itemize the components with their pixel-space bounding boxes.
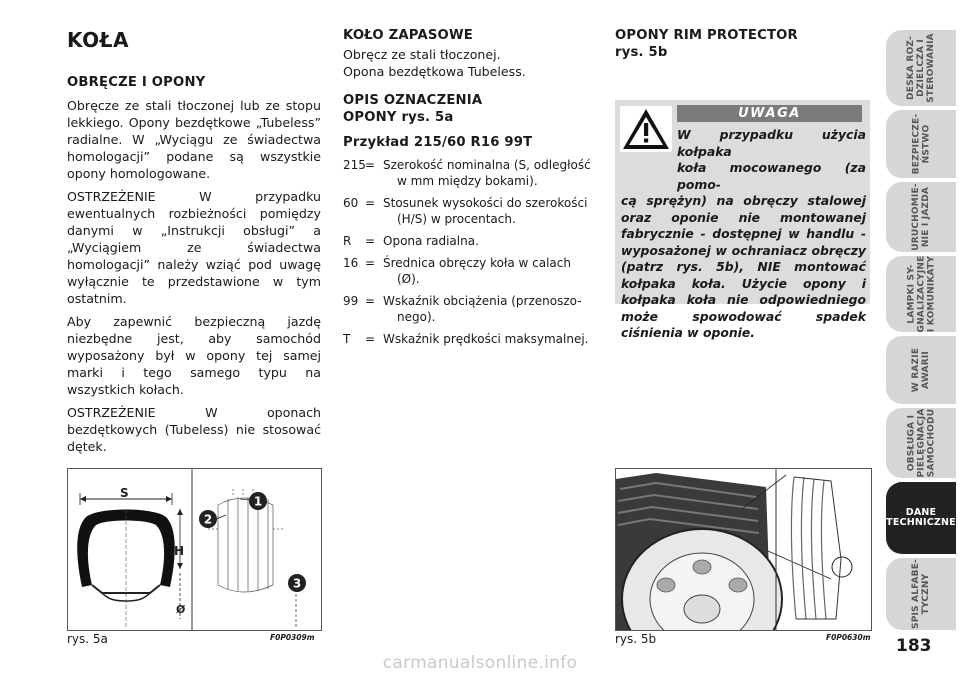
spec-equals: = <box>365 332 376 346</box>
spec-key: 215 <box>343 158 366 172</box>
figure-code-5a: F0P0309m <box>270 633 315 642</box>
figure-caption-5b: rys. 5b <box>615 632 657 646</box>
spec-line: (H/S) w procentach. <box>397 212 516 226</box>
chapter-tab-label: URUCHOMIE- NIE I JAZDA <box>911 183 931 251</box>
spec-equals: = <box>365 158 376 172</box>
figure-code-5b: F0P0630m <box>826 633 871 642</box>
spec-line: Stosunek wysokości do szerokości <box>383 196 588 210</box>
chapter-tab-label: DESKA ROZ- DZIELCZA I STEROWANIA <box>906 33 936 103</box>
spec-value <box>383 195 598 227</box>
spec-row <box>343 293 598 325</box>
section-heading-rims: OBRĘCZE I OPONY <box>67 75 206 90</box>
svg-text:1: 1 <box>253 494 263 509</box>
chapter-tab[interactable] <box>886 256 956 332</box>
spec-row <box>343 195 598 227</box>
figure-5b <box>615 468 872 631</box>
spec-equals: = <box>365 196 376 210</box>
svg-text:3: 3 <box>292 576 302 591</box>
spec-line: Wskaźnik prędkości maksymalnej. <box>383 332 589 346</box>
spec-value <box>383 331 598 347</box>
section-heading-rim-protector: OPONY RIM PROTECTOR <box>615 28 798 43</box>
chapter-tab[interactable] <box>886 482 956 554</box>
warning-label: UWAGA <box>677 105 862 122</box>
label-s: S <box>120 486 129 500</box>
figure-5a <box>67 468 322 631</box>
spec-value <box>383 293 598 325</box>
section-heading-description: OPIS OZNACZENIA <box>343 93 483 108</box>
chapter-tab-label: OBSŁUGA I PIELĘGNACJA SAMOCHODU <box>905 408 936 478</box>
warning-text <box>621 127 866 342</box>
spec-row <box>343 233 598 249</box>
spec-key: 99 <box>343 294 359 308</box>
paragraph: Aby zapewnić bezpieczną jazdę niezbędne jest, aby samochód wyposażony był w opony tej samej marki i tego samego typu na wszystkich kołach. <box>67 314 321 397</box>
spec-equals: = <box>365 234 376 248</box>
section-heading-spare: KOŁO ZAPASOWE <box>343 28 473 43</box>
spec-equals: = <box>365 256 376 270</box>
chapter-tab-label: W RAZIE AWARII <box>910 347 931 393</box>
warning-line: koła mocowanego (za pomo- <box>677 160 866 192</box>
spec-line: Średnica obręczy koła w calach <box>383 256 571 270</box>
spare-line: Opona bezdętkowa Tubeless. <box>343 64 526 79</box>
chapter-tab[interactable] <box>886 182 956 252</box>
column-rim-protector <box>615 27 870 61</box>
spec-value <box>383 157 598 189</box>
spec-row <box>343 331 598 347</box>
paragraph: OSTRZEŻENIE W przypadku ewentualnych rozbieżności pomiędzy danymi w „Instrukcji obsługi” a „Wyciągiem ze świadectwa homologacji” należy wziąć pod uwagę wyłącznie te przedstawione w tym ostatnim. <box>67 189 321 306</box>
spec-row <box>343 157 598 189</box>
spec-line: Wskaźnik obciążenia (przenoszo- <box>383 294 582 308</box>
chapter-tab-label: SPIS ALFABE- TYCZNY <box>911 559 931 629</box>
label-h: H <box>174 544 185 558</box>
spec-line: nego). <box>397 310 436 324</box>
chapter-tab-label: DANE TECHNICZNE <box>886 507 956 528</box>
chapter-tab[interactable] <box>886 30 956 106</box>
spec-line: Szerokość nominalna (S, odległość <box>383 158 591 172</box>
spec-key: 60 <box>343 196 359 210</box>
tyre-side-view <box>208 487 283 592</box>
figure-caption-5a: rys. 5a <box>67 632 108 646</box>
spec-line: w mm między bokami). <box>397 174 538 188</box>
section-heading-description-ref: OPONY rys. 5a <box>343 110 454 125</box>
warning-body: cą sprężyn) na obręczy stalowej oraz oponie nie montowanej fabrycznie - dostępnej w handlu - wyposażonej w ochraniacz obręczy (patrz rys. 5b), NIE montować kołpaka koła. Użycie opony i kołpaka koła nie odpowiedniego może spowodować spadek ciśnienia w oponie. <box>621 193 866 340</box>
spec-key: R <box>343 234 352 248</box>
chapter-tab[interactable] <box>886 408 956 478</box>
spec-value <box>383 255 598 287</box>
tyre-cross-section-diagram <box>68 469 321 630</box>
spec-list <box>343 157 598 347</box>
warning-line: W przypadku użycia kołpaka <box>677 127 866 159</box>
spec-key: T <box>343 332 351 346</box>
spec-row <box>343 255 598 287</box>
column-rims-tyres <box>67 74 321 461</box>
spec-line: (Ø). <box>397 272 420 286</box>
svg-text:2: 2 <box>203 512 213 527</box>
section-heading-rim-protector-ref: rys. 5b <box>615 45 668 60</box>
paragraph: OSTRZEŻENIE W oponach bezdętkowych (Tubeless) nie stosować dętek. <box>67 405 321 454</box>
watermark: carmanualsonline.info <box>382 653 578 673</box>
spare-line: Obręcz ze stali tłoczonej. <box>343 47 501 62</box>
chapter-tab-label: LAMPKI SY- GNALIZACYJNE I KOMUNIKATY <box>906 255 937 333</box>
chapter-tab[interactable] <box>886 558 956 630</box>
chapter-tab[interactable] <box>886 336 956 404</box>
paragraph: Obręcze ze stali tłoczonej lub ze stopu lekkiego. Opony bezdętkowe „Tubeless” radialne. W „Wyciągu ze świadectwa homologacji” podane są wszystkie opony homologowane. <box>67 98 321 181</box>
rim-protector-illustration <box>616 469 871 630</box>
spec-value <box>383 233 598 249</box>
tyre-example: Przykład 215/60 R16 99T <box>343 135 533 150</box>
page-number: 183 <box>896 636 932 656</box>
spec-equals: = <box>365 294 376 308</box>
chapter-tab[interactable] <box>886 110 956 178</box>
page-title: KOŁA <box>67 28 129 52</box>
column-spare-wheel <box>343 27 598 347</box>
chapter-tab-label: BEZPIECZE- ŃSTWO <box>910 113 931 175</box>
spec-line: Opona radialna. <box>383 234 479 248</box>
label-diameter: Ø <box>176 603 186 616</box>
spec-key: 16 <box>343 256 359 270</box>
